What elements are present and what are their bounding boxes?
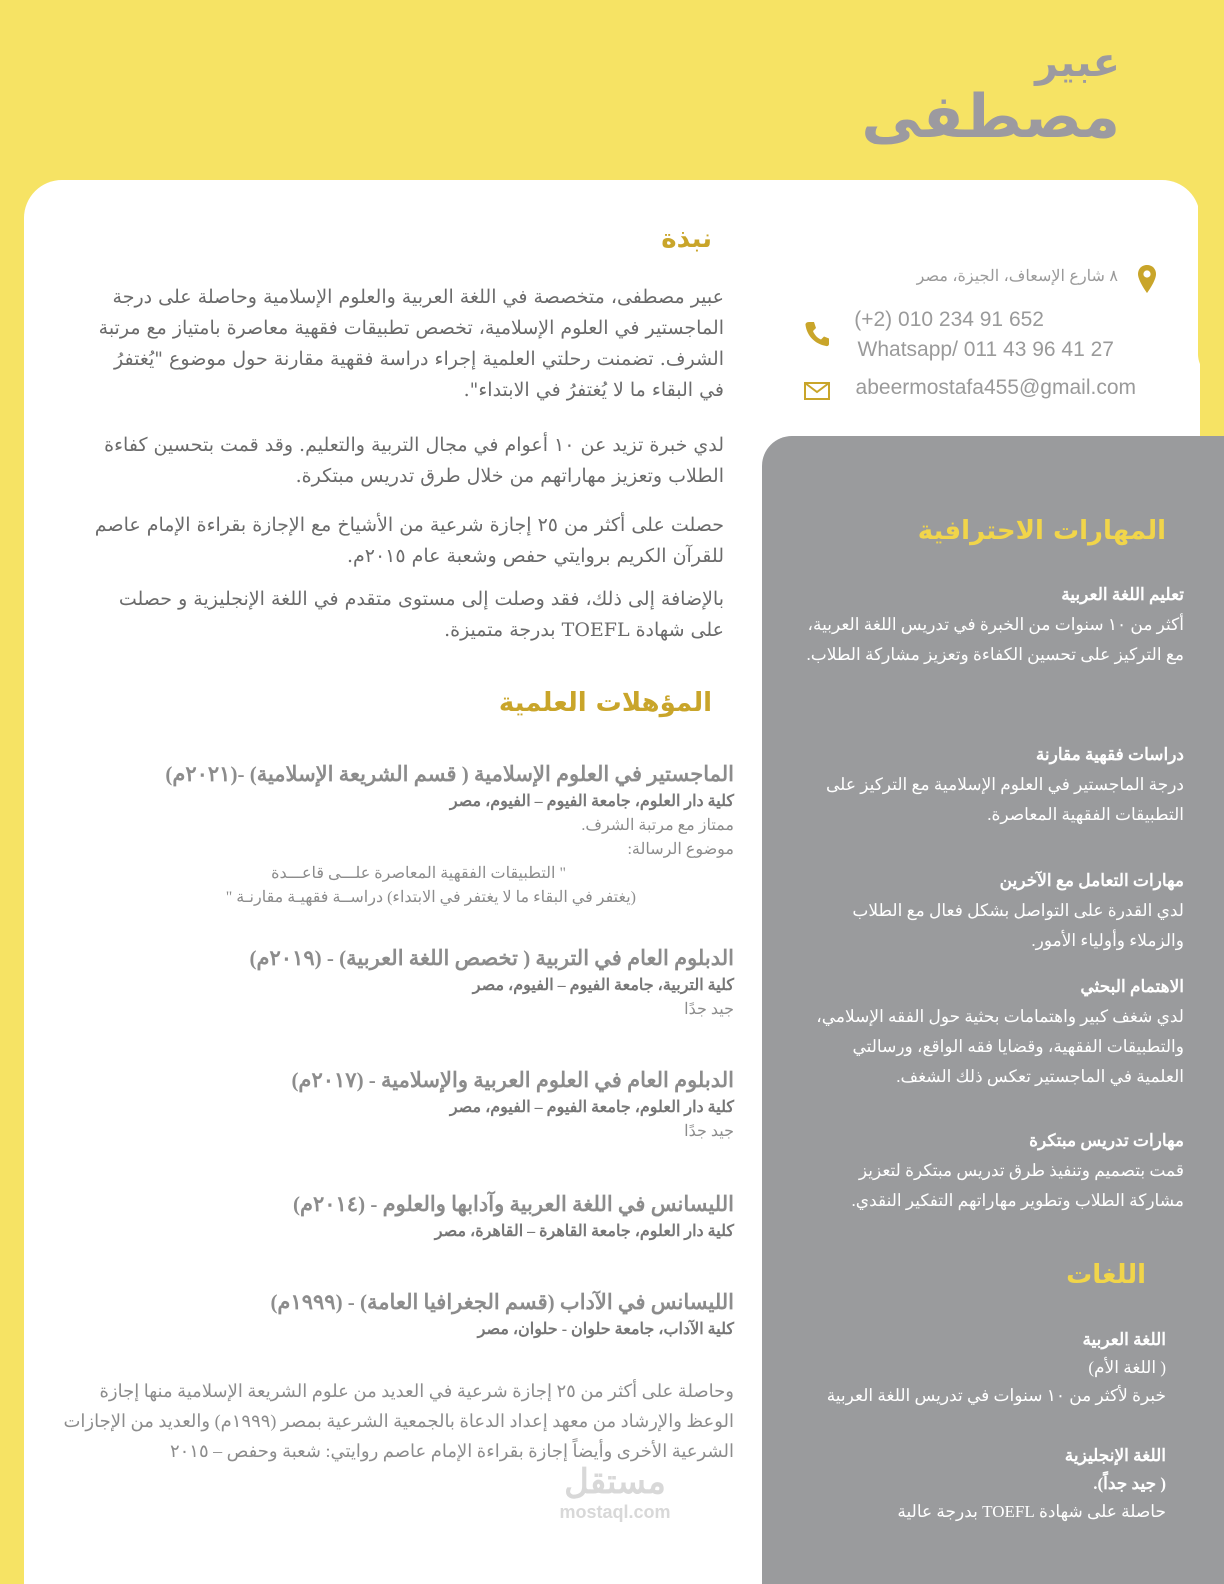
last-name: مصطفى [861, 82, 1120, 152]
watermark-url: mostaql.com [559, 1502, 671, 1522]
thesis-label: موضوع الرسالة: [627, 841, 734, 858]
phone-icon [804, 320, 830, 348]
skill-title: تعليم اللغة العربية [1061, 585, 1184, 604]
skill-title: مهارات تدريس مبتكرة [1029, 1131, 1184, 1150]
skill-item [804, 866, 1184, 956]
degree-title: الدبلوم العام في التربية ( تخصص اللغة العربية) - (٢٠١٩م) [249, 946, 734, 970]
yellow-accent-right [1198, 180, 1224, 380]
language-text: خبرة لأكثر من ١٠ سنوات في تدريس اللغة العربية [826, 1386, 1166, 1405]
skill-title: مهارات التعامل مع الآخرين [999, 871, 1184, 890]
email-address[interactable]: abeermostafa455@gmail.com [855, 376, 1136, 399]
first-name: عبير [1035, 40, 1120, 86]
degree-title: الماجستير في العلوم الإسلامية ( قسم الشريعة الإسلامية) -(٢٠٢١م) [165, 762, 734, 786]
skill-text: قمت بتصميم وتنفيذ طرق تدريس مبتكرة لتعزيز مشاركة الطلاب وتطوير مهاراتهم التفكير النقدي. [851, 1161, 1184, 1210]
yellow-accent-left [0, 1300, 24, 1448]
language-name: اللغة الإنجليزية [1064, 1446, 1166, 1465]
qualification-item [74, 1064, 734, 1144]
grade-note: جيد جدًا [684, 1123, 734, 1140]
skill-text: درجة الماجستير في العلوم الإسلامية مع التركيز على التطبيقات الفقهية المعاصرة. [826, 775, 1184, 824]
institution: كلية التربية، جامعة الفيوم – الفيوم، مصر [472, 977, 734, 994]
degree-title: الدبلوم العام في العلوم العربية والإسلامية - (٢٠١٧م) [291, 1068, 734, 1092]
whatsapp-number[interactable]: Whatsapp/ 011 43 96 41 27 [857, 338, 1114, 361]
thesis-title-line-1: " التطبيقات الفقهية المعاصرة علـــى قاعـــدة [271, 865, 566, 882]
qualification-item [74, 942, 734, 1022]
degree-title: الليسانس في الآداب (قسم الجغرافيا العامة) - (١٩٩٩م) [270, 1290, 734, 1314]
institution: كلية دار العلوم، جامعة الفيوم – الفيوم، مصر [449, 793, 734, 810]
skill-text: لدي القدرة على التواصل بشكل فعال مع الطلاب والزملاء وأولياء الأمور. [852, 901, 1184, 950]
skill-item [804, 740, 1184, 830]
language-text: حاصلة على شهادة TOEFL بدرجة عالية [897, 1502, 1166, 1521]
about-paragraph-3: حصلت على أكثر من ٢٥ إجازة شرعية من الأشياخ مع الإجازة بقراءة الإمام عاصم للقرآن الكريم بروايتي حفص وشعبة عام ٢٠١٥م. [94, 514, 724, 567]
qualification-item [74, 1286, 734, 1342]
address-row [818, 266, 1118, 296]
watermark [530, 1462, 700, 1523]
about-paragraph-1: عبير مصطفى، متخصصة في اللغة العربية والعلوم الإسلامية وحاصلة على درجة الماجستير في العلوم الإسلامية، تخصص تطبيقات فقهية معاصرة بامتياز مع مرتبة الشرف. تضمنت رحلتي العلمية إجراء دراسة فقهية مقارنة حول موضوع "يُغتفرُ في البقاء ما لا يُغتفرُ في الابتداء". [98, 286, 724, 401]
institution: كلية دار العلوم، جامعة القاهرة – القاهرة، مصر [434, 1223, 734, 1240]
skills-heading: المهارات الاحترافية [917, 516, 1166, 546]
about-paragraph-4: بالإضافة إلى ذلك، فقد وصلت إلى مستوى متقدم في اللغة الإنجليزية و حصلت على شهادة TOEFL بدرجة متميزة. [118, 588, 724, 641]
skill-item [804, 1126, 1184, 1216]
skill-title: دراسات فقهية مقارنة [1035, 745, 1184, 764]
qualification-item [74, 758, 734, 910]
about-paragraph-2: لدي خبرة تزيد عن ١٠ أعوام في مجال التربية والتعليم. وقد قمت بتحسين كفاءة الطلاب وتعزيز مهاراتهم من خلال طرق تدريس مبتكرة. [104, 434, 724, 487]
whatsapp-row [794, 338, 1114, 368]
skill-title: الاهتمام البحثي [1080, 977, 1184, 996]
skill-text: أكثر من ١٠ سنوات من الخبرة في تدريس اللغة العربية، مع التركيز على تحسين الكفاءة وتعزيز مشاركة الطلاب. [806, 615, 1184, 664]
degree-title: الليسانس في اللغة العربية وآدابها والعلوم - (٢٠١٤م) [292, 1192, 734, 1216]
qualifications-closing: وحاصلة على أكثر من ٢٥ إجازة شرعية في العديد من علوم الشريعة الإسلامية منها إجازة الوعظ والإرشاد من معهد إعداد الدعاة بالجمعية الشرعية بمصر (١٩٩٩م) والعديد من الإجازات الشرعية الأخرى وأيضاً إجازة بقراءة الإمام عاصم روايتي: شعبة وحفص – ٢٠١٥ [63, 1381, 734, 1461]
language-item [786, 1326, 1166, 1410]
qualifications-heading: المؤهلات العلمية [498, 688, 712, 718]
skill-item [804, 580, 1184, 670]
institution: كلية دار العلوم، جامعة الفيوم – الفيوم، مصر [449, 1099, 734, 1116]
language-level: ( اللغة الأم) [1088, 1358, 1166, 1377]
language-item [786, 1442, 1166, 1526]
address: ٨ شارع الإسعاف، الجيزة، مصر [916, 268, 1118, 285]
location-pin-icon [1137, 264, 1157, 294]
about-heading: نبذة [661, 224, 712, 254]
language-level: ( جيد جداً). [1093, 1474, 1166, 1493]
institution: كلية الآداب، جامعة حلوان - حلوان، مصر [477, 1321, 734, 1338]
watermark-brand: مستقل [564, 1463, 666, 1501]
email-row [796, 376, 1136, 406]
languages-heading: اللغات [1066, 1260, 1146, 1290]
phone-number[interactable]: (+2) 010 234 91 652 [854, 308, 1044, 331]
grade-note: ممتاز مع مرتبة الشرف. [581, 817, 734, 834]
skill-text: لدي شغف كبير واهتمامات بحثية حول الفقه الإسلامي، والتطبيقات الفقهية، وقضايا فقه الواقع، ورسالتي العلمية في الماجستير تعكس ذلك الشغف. [816, 1007, 1184, 1086]
qualification-item [74, 1188, 734, 1244]
language-name: اللغة العربية [1082, 1330, 1166, 1349]
email-icon [804, 382, 830, 400]
thesis-title-line-2: (يغتفر في البقاء ما لا يغتفر في الابتداء) دراســة فقهيـة مقارنـة " [225, 889, 636, 906]
grade-note: جيد جدًا [684, 1001, 734, 1018]
skill-item [804, 972, 1184, 1092]
phone-row [724, 308, 1044, 338]
